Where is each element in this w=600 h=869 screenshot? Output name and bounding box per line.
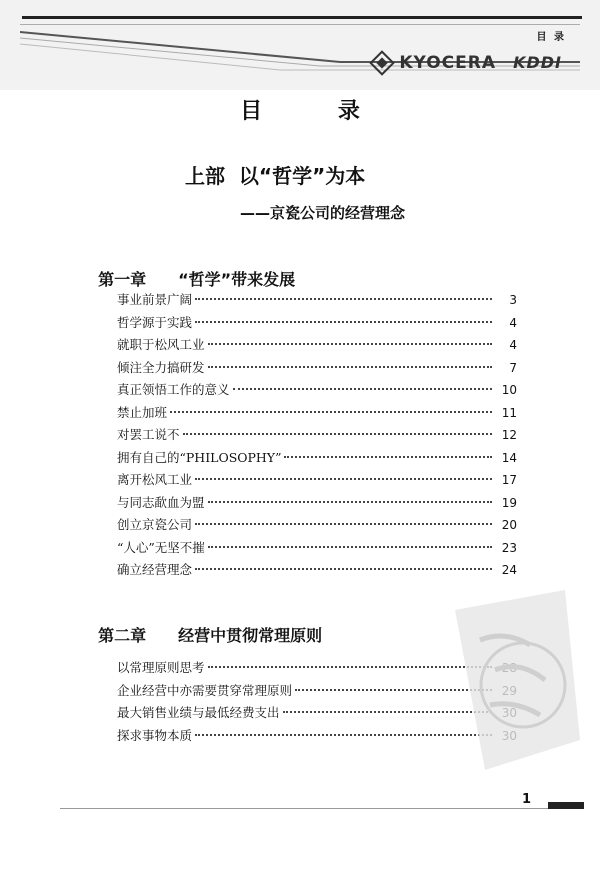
entry-label: 倾注全力搞研发 [117,359,205,375]
leader-dots [208,546,492,548]
chapter-title: “哲学”带来发展 [178,270,296,289]
leader-dots [208,343,492,345]
entry-page: 12 [501,428,517,442]
leader-dots [233,388,492,390]
chapter-number: 第一章 [98,270,147,289]
toc-entry[interactable] [117,403,517,426]
toc-entry[interactable] [117,313,517,336]
chapter-heading [87,248,295,290]
leader-dots [284,456,492,458]
entry-page: 4 [509,315,517,330]
toc-entry[interactable] [117,425,517,448]
entry-label: 拥有自己的“PHILOSOPHY” [117,449,282,465]
entry-page: 17 [501,473,517,487]
header-rule [22,16,582,19]
entry-page: 7 [509,360,517,375]
entry-page: 11 [501,405,517,420]
entry-label: 企业经营中亦需要贯穿常理原则 [117,682,293,698]
header-decorative-lines [20,24,580,74]
brand-kyocera: KYOCERA [399,53,496,73]
toc-entry[interactable] [117,493,517,516]
part-subtitle: ——京瓷公司的经营理念 [240,204,406,222]
part-title: 上部 以“哲学”为本 [185,164,366,188]
kyocera-logo-icon [370,50,395,75]
entry-label: 真正领悟工作的意义 [117,382,230,397]
toc-entry[interactable] [117,448,517,471]
brand-logos [373,52,562,74]
chapter-number: 第二章 [98,626,147,645]
entry-page: 14 [501,450,517,465]
entry-label: 创立京瓷公司 [117,517,193,532]
toc-entry[interactable] [117,290,517,313]
toc-entry[interactable] [117,470,517,493]
entry-page: 3 [509,293,517,307]
leader-dots [195,321,492,323]
leader-dots [208,366,492,368]
chapter-heading [87,604,322,646]
toc-title: 目 录 [240,99,394,124]
entry-label: 确立经营理念 [117,562,193,577]
entry-page: 20 [501,518,517,532]
entry-label: 哲学源于实践 [117,314,193,330]
entry-page: 4 [509,338,517,352]
entry-label: 禁止加班 [117,404,168,420]
toc-entry[interactable] [117,515,517,538]
leader-dots [195,478,492,480]
entry-label: 事业前景广阔 [117,292,193,307]
toc-entry[interactable] [117,538,517,561]
footer-rule [60,808,580,809]
leader-dots [170,411,492,413]
page-number: 1 [522,792,532,807]
entry-label: 与同志歃血为盟 [117,494,205,510]
chapter-1-entries [117,290,517,583]
toc-entry[interactable] [117,560,517,583]
entry-page: 19 [501,495,517,510]
entry-label: 离开松风工业 [117,472,193,487]
entry-label: 以常理原则思考 [117,660,205,675]
running-header: 目 录 [536,32,566,43]
chapter-title: 经营中贯彻常理原则 [178,626,323,645]
toc-entry[interactable] [117,335,517,358]
footer-bar [548,802,584,809]
entry-page: 23 [501,540,517,555]
leader-dots [195,523,492,525]
leader-dots [208,501,492,503]
entry-label: 就职于松风工业 [117,337,205,352]
toc-entry[interactable] [117,380,517,403]
brand-kddi: KDDI [513,53,562,72]
leader-dots [195,298,492,300]
library-stamp-watermark [445,590,585,770]
entry-label: 探求事物本质 [117,727,193,743]
entry-label: 对罢工说不 [117,427,180,442]
entry-label: “人心”无坚不摧 [117,539,205,555]
leader-dots [183,433,492,435]
entry-page: 10 [501,383,517,397]
toc-entry[interactable] [117,358,517,381]
entry-page: 24 [501,563,517,577]
leader-dots [195,568,492,570]
entry-label: 最大销售业绩与最低经费支出 [117,705,280,720]
